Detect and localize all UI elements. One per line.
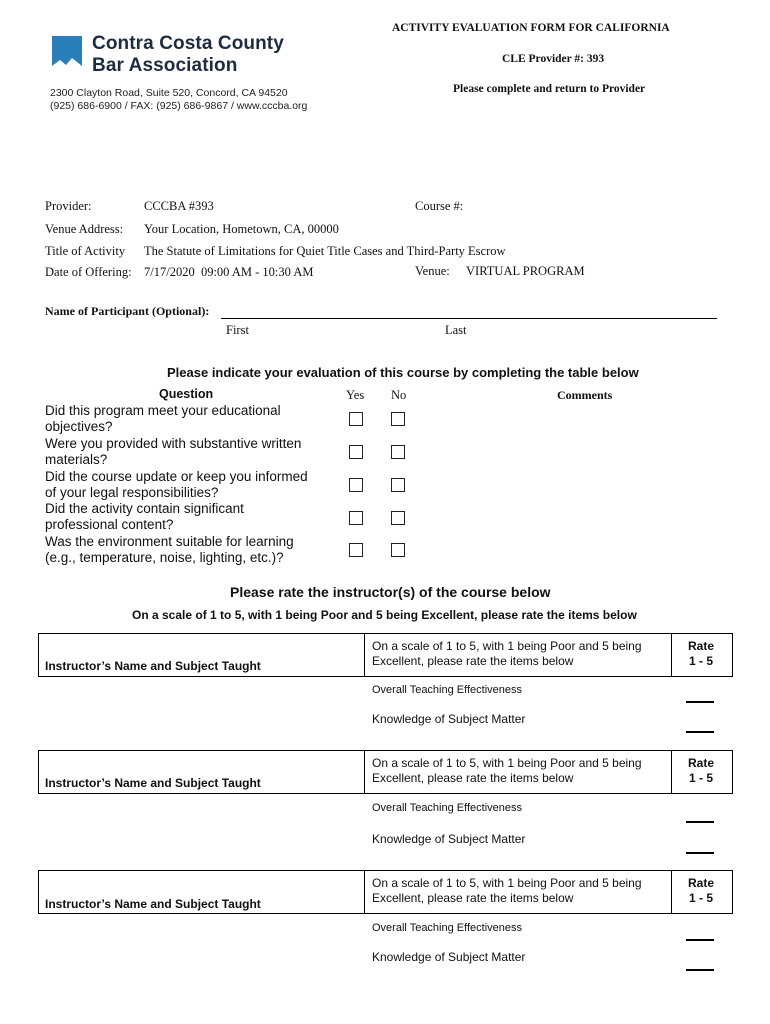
yes-checkbox[interactable] <box>349 445 363 459</box>
question-line: professional content? <box>45 517 174 532</box>
rating-item: Knowledge of Subject Matter <box>372 950 526 964</box>
question-line: objectives? <box>45 419 113 434</box>
instructor-name-label: Instructor’s Name and Subject Taught <box>45 659 261 673</box>
participant-name-field[interactable] <box>221 318 717 319</box>
venue-value: VIRTUAL PROGRAM <box>466 264 585 278</box>
rating-blank[interactable] <box>686 821 714 823</box>
provider-value: CCCBA #393 <box>144 199 214 213</box>
rate-label: Rate <box>687 639 714 653</box>
provider-number: CLE Provider #: 393 <box>502 53 605 65</box>
question-line: of your legal responsibilities? <box>45 485 219 500</box>
scale-line: Excellent, please rate the items below <box>372 771 574 785</box>
scale-line: On a scale of 1 to 5, with 1 being Poor and 5 being <box>372 876 642 890</box>
col-yes: Yes <box>346 388 365 402</box>
rate-header <box>671 639 731 669</box>
bar-association-logo <box>52 36 82 74</box>
activity-title-value: The Statute of Limitations for Quiet Title Cases and Third-Party Escrow <box>144 244 506 258</box>
rating-title: Please rate the instructor(s) of the course below <box>230 584 551 600</box>
rating-blank[interactable] <box>686 731 714 733</box>
question-line: Did this program meet your educational <box>45 403 281 418</box>
date-label: Date of Offering: <box>45 265 132 279</box>
question-row <box>45 403 281 435</box>
col-comments: Comments <box>557 388 613 402</box>
return-instruction: Please complete and return to Provider <box>453 83 646 95</box>
scale-line: Excellent, please rate the items below <box>372 654 574 668</box>
rate-range: 1 - 5 <box>688 654 713 668</box>
activity-title-label: Title of Activity <box>45 244 126 258</box>
rating-blank[interactable] <box>686 969 714 971</box>
participant-label: Name of Participant (Optional): <box>45 304 210 318</box>
scale-description <box>372 639 642 669</box>
venue-address-value: Your Location, Hometown, CA, 00000 <box>144 222 339 236</box>
instructor-name-label: Instructor’s Name and Subject Taught <box>45 776 261 790</box>
org-address: 2300 Clayton Road, Suite 520, Concord, CA 94520 <box>50 87 288 99</box>
no-checkbox[interactable] <box>391 543 405 557</box>
question-line: Was the environment suitable for learning <box>45 534 294 549</box>
question-line: Did the activity contain significant <box>45 501 244 516</box>
rating-item: Knowledge of Subject Matter <box>372 832 526 846</box>
scale-line: Excellent, please rate the items below <box>372 891 574 905</box>
rate-range: 1 - 5 <box>688 891 713 905</box>
org-name-line2: Bar Association <box>92 55 238 76</box>
rate-range: 1 - 5 <box>688 771 713 785</box>
scale-line: On a scale of 1 to 5, with 1 being Poor and 5 being <box>372 756 642 770</box>
rate-label: Rate <box>687 756 714 770</box>
scale-description <box>372 876 642 906</box>
no-checkbox[interactable] <box>391 412 405 426</box>
yes-checkbox[interactable] <box>349 478 363 492</box>
rating-item: Overall Teaching Effectiveness <box>372 922 523 934</box>
provider-label: Provider: <box>45 199 92 213</box>
no-checkbox[interactable] <box>391 478 405 492</box>
date-value: 7/17/2020 09:00 AM - 10:30 AM <box>144 265 314 279</box>
org-name <box>92 33 284 77</box>
course-number-label: Course #: <box>415 199 464 213</box>
yes-checkbox[interactable] <box>349 511 363 525</box>
rating-blank[interactable] <box>686 939 714 941</box>
question-row <box>45 501 244 533</box>
rating-subtitle: On a scale of 1 to 5, with 1 being Poor and 5 being Excellent, please rate the items below <box>132 608 637 622</box>
yes-checkbox[interactable] <box>349 543 363 557</box>
rating-item: Overall Teaching Effectiveness <box>372 684 523 696</box>
question-line: Were you provided with substantive written <box>45 436 302 451</box>
org-name-line1: Contra Costa County <box>92 33 284 54</box>
rating-blank[interactable] <box>686 701 714 703</box>
question-row <box>45 436 301 468</box>
org-address-block <box>50 87 307 113</box>
rate-label: Rate <box>687 876 714 890</box>
question-line: (e.g., temperature, noise, lighting, etc.)? <box>45 550 284 565</box>
form-title: ACTIVITY EVALUATION FORM FOR CALIFORNIA <box>392 22 670 34</box>
question-row <box>45 469 308 501</box>
col-question: Question <box>159 387 214 401</box>
first-name-caption: First <box>226 323 249 337</box>
no-checkbox[interactable] <box>391 445 405 459</box>
venue-address-label: Venue Address: <box>45 222 124 236</box>
evaluation-title: Please indicate your evaluation of this course by completing the table below <box>167 365 639 380</box>
rate-header <box>671 876 731 906</box>
scale-line: On a scale of 1 to 5, with 1 being Poor and 5 being <box>372 639 642 653</box>
venue-label: Venue: <box>415 264 450 278</box>
rate-header <box>671 756 731 786</box>
yes-checkbox[interactable] <box>349 412 363 426</box>
org-contact: (925) 686-6900 / FAX: (925) 686-9867 / www.cccba.org <box>50 100 308 112</box>
question-row <box>45 534 294 566</box>
question-line: Did the course update or keep you informed <box>45 469 308 484</box>
no-checkbox[interactable] <box>391 511 405 525</box>
rating-blank[interactable] <box>686 852 714 854</box>
rating-item: Knowledge of Subject Matter <box>372 712 526 726</box>
col-no: No <box>391 388 407 402</box>
rating-item: Overall Teaching Effectiveness <box>372 802 523 814</box>
scale-description <box>372 756 642 786</box>
last-name-caption: Last <box>445 323 467 337</box>
instructor-name-label: Instructor’s Name and Subject Taught <box>45 897 261 911</box>
question-line: materials? <box>45 452 108 467</box>
